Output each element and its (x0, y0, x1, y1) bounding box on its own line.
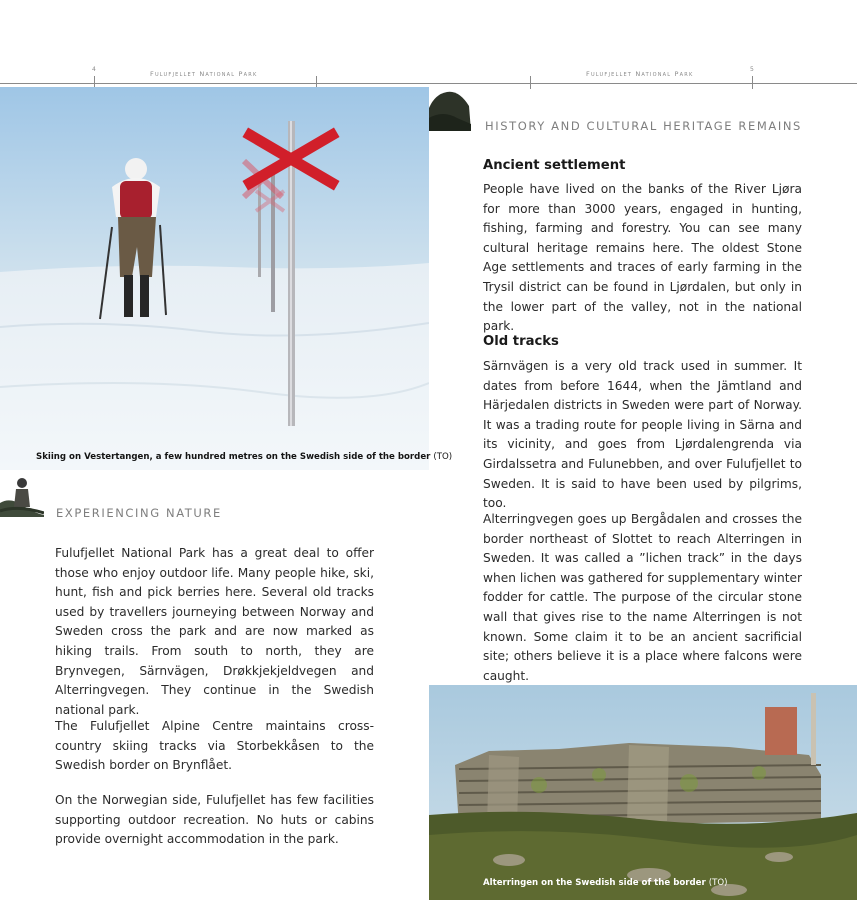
right-running-title: Fulufjellet National Park (586, 70, 694, 78)
old-tracks-paragraph-2: Alterringvegen goes up Bergådalen and crosses the border northeast of Slottet to reach Alterringen in Sweden. It was called a ”lichen track” in the days when lichen was gathered for supplementary winter fodder for cattle. The purpose of the circular stone wall that gives rise to the name Alterringen is not known. Some claim it to be an ancient sacrificial site; others believe it is a place where falcons were caught. (483, 512, 802, 683)
left-page-number: 4 (92, 66, 97, 73)
alterringen-photo-caption (483, 878, 727, 888)
old-tracks-title: Old tracks (483, 334, 559, 349)
hiker-thumbnail (0, 475, 44, 517)
alterringen-photo-image (429, 685, 857, 900)
old-tracks-paragraph-1: Särnvägen is a very old track used in summer. It dates from before 1644, when the Jämtland and Härjedalen districts in Sweden were part of Norway. It was a trading route for people living in Särna and its vicinity, and goes from Ljørdalengrenda via Girdalssetra and Fulunebben, and over Fulufjellet to Sweden. It is said to have been used by pilgrims, too. (483, 359, 802, 511)
skiing-photo (0, 87, 429, 470)
experiencing-paragraph-2: The Fulufjellet Alpine Centre maintains cross-country skiing tracks via Storbekkåsen to the Swedish border on Brynflået. (55, 719, 374, 773)
experiencing-paragraph-3: On the Norwegian side, Fulufjellet has few facilities supporting outdoor recreation. No huts or cabins provide overnight accommodation in the park. (55, 793, 374, 847)
alterringen-caption-text: Alterringen on the Swedish side of the border (483, 878, 706, 888)
header-tick (530, 76, 531, 89)
header-rule (0, 83, 857, 84)
heritage-thumbnail (429, 88, 471, 131)
skiing-caption-text: Skiing on Vestertangen, a few hundred metres on the Swedish side of the border (36, 452, 431, 462)
experiencing-nature-heading: EXPERIENCING NATURE (56, 506, 222, 520)
right-page-number: 5 (750, 66, 755, 73)
experiencing-paragraph-1: Fulufjellet National Park has a great deal to offer those who enjoy outdoor life. Many people hike, ski, hunt, fish and pick berries here. Several old tracks used by travellers journeying between Norway and Sweden cross the park and are now marked as hiking trails. From south to north, they are Brynvegen, Särnvägen, Drøkkjekjeldvegen and Alterringvegen. They continue in the Swedish national park. (55, 546, 374, 717)
skiing-caption-credit: (TO) (433, 452, 453, 462)
alterringen-caption-credit: (TO) (708, 878, 728, 888)
heritage-thumbnail-image (429, 88, 471, 131)
history-heading: HISTORY AND CULTURAL HERITAGE REMAINS (485, 119, 802, 133)
skiing-photo-image (0, 87, 429, 470)
ancient-settlement-title: Ancient settlement (483, 158, 626, 173)
skiing-photo-caption (36, 452, 452, 462)
ancient-settlement-text: People have lived on the banks of the River Ljøra for more than 3000 years, engaged in hunting, fishing, farming and forestry. You can see many cultural heritage remains here. The oldest Stone Age settlements and traces of early farming in the Trysil district can be found in Ljørdalen, but only in the lower part of the valley, not in the national park. (483, 182, 802, 334)
hiker-thumbnail-image (0, 475, 44, 517)
header-tick (752, 76, 753, 89)
left-running-title: Fulufjellet National Park (150, 70, 258, 78)
alterringen-photo (429, 685, 857, 900)
